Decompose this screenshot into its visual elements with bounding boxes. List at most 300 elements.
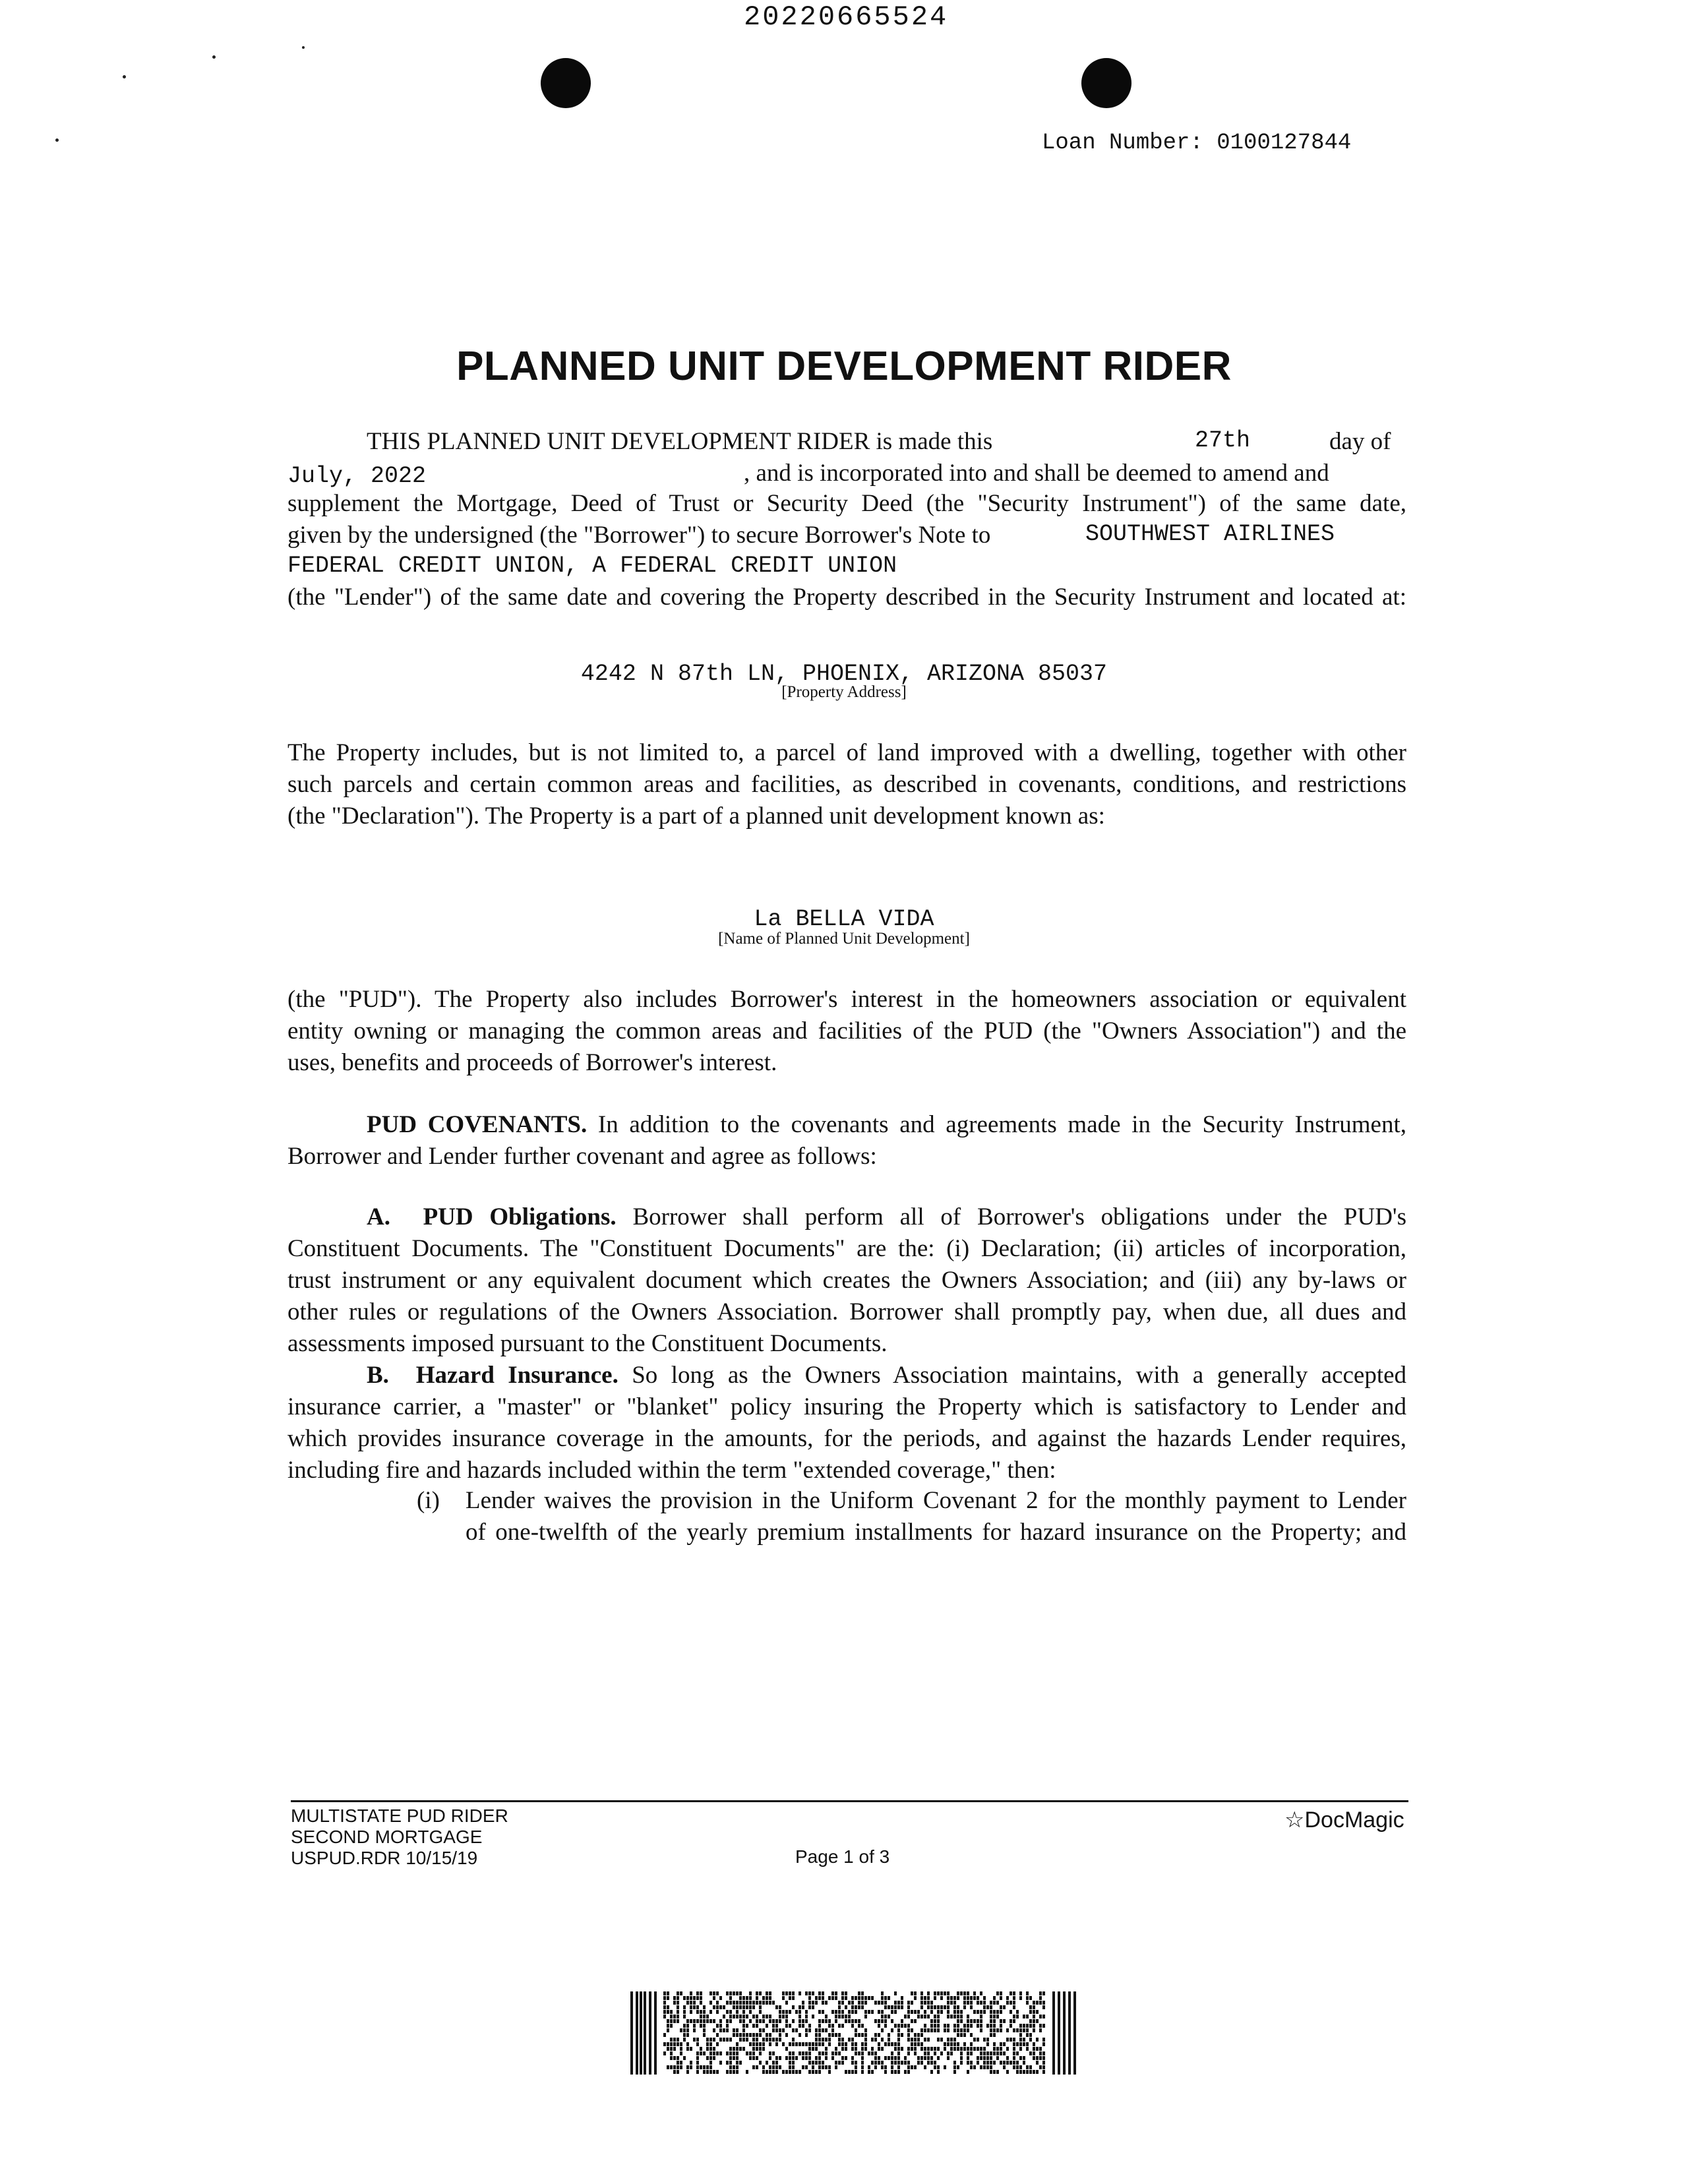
barcode-module <box>983 2061 986 2065</box>
barcode-module <box>970 2001 973 2005</box>
barcode-module <box>897 2024 900 2028</box>
barcode-module <box>937 2010 940 2014</box>
barcode-module <box>901 2047 903 2051</box>
section-b-label: B. <box>367 1362 389 1389</box>
barcode-module <box>973 2065 976 2069</box>
form-name-line-2: SECOND MORTGAGE <box>291 1827 483 1847</box>
barcode-module <box>897 2070 900 2074</box>
barcode-module <box>1033 2019 1035 2023</box>
barcode-module <box>970 2033 973 2037</box>
barcode-module <box>835 2047 837 2051</box>
barcode-module <box>914 2042 917 2046</box>
barcode-module <box>993 2028 996 2032</box>
barcode-module <box>1013 2065 1015 2069</box>
barcode-module <box>996 1991 999 1995</box>
barcode-module <box>775 2005 778 2009</box>
barcode-module <box>792 2061 795 2065</box>
barcode-module <box>670 2056 673 2060</box>
barcode-module <box>1013 2028 1015 2032</box>
barcode-module <box>914 2010 917 2014</box>
barcode-module <box>835 2051 837 2055</box>
star-outline-icon: ☆ <box>1284 1807 1305 1833</box>
loan-number-line <box>1042 131 1351 156</box>
barcode-module <box>693 2028 696 2032</box>
barcode-module <box>838 2024 841 2028</box>
barcode-module <box>855 2005 857 2009</box>
barcode-module <box>736 2056 738 2060</box>
barcode-module <box>1033 2024 1035 2028</box>
barcode-module <box>914 2051 917 2055</box>
barcode-module <box>792 2051 795 2055</box>
barcode-module <box>808 1991 811 1995</box>
barcode-module <box>947 2028 950 2032</box>
barcode-module <box>700 1996 702 2000</box>
barcode-module <box>822 2001 824 2005</box>
barcode-module <box>739 2033 742 2037</box>
barcode-module <box>920 2005 923 2009</box>
barcode-module <box>739 2001 742 2005</box>
barcode-module <box>752 2042 755 2046</box>
barcode-module <box>1033 2028 1035 2032</box>
barcode-guard-bar <box>644 1991 646 2075</box>
barcode-module <box>993 2047 996 2051</box>
barcode-module <box>897 2028 900 2032</box>
barcode-module <box>944 2028 946 2032</box>
barcode-module <box>1042 2038 1045 2042</box>
barcode-module <box>772 2051 775 2055</box>
barcode-module <box>907 2038 910 2042</box>
barcode-module <box>953 2005 956 2009</box>
barcode-module <box>749 2005 752 2009</box>
barcode-module <box>690 2019 692 2023</box>
barcode-module <box>937 2005 940 2009</box>
barcode-module <box>1000 2042 1002 2046</box>
barcode-module <box>927 2061 930 2065</box>
barcode-module <box>756 2065 758 2069</box>
barcode-module <box>838 2033 841 2037</box>
barcode-module <box>795 2070 798 2074</box>
barcode-module <box>729 2038 732 2042</box>
barcode-module <box>1006 2061 1009 2065</box>
barcode-module <box>802 2051 804 2055</box>
barcode-module <box>1039 2047 1042 2051</box>
barcode-module <box>990 2051 992 2055</box>
barcode-module <box>673 1996 676 2000</box>
barcode-module <box>733 2033 735 2037</box>
section-b-line-3: which provides insurance coverage in the amounts, for the periods, and against the hazards Lender requires, <box>287 1425 1406 1452</box>
barcode-module <box>1003 2065 1006 2069</box>
barcode-module <box>792 2070 795 2074</box>
barcode-module <box>1033 2015 1035 2018</box>
barcode-module <box>716 2070 719 2074</box>
barcode-module <box>726 2070 729 2074</box>
barcode-module <box>891 2070 893 2074</box>
barcode-guard-bar <box>1052 1991 1055 2075</box>
barcode-module <box>696 2019 699 2023</box>
barcode-module <box>723 2005 725 2009</box>
barcode-module <box>957 2005 959 2009</box>
barcode-module <box>957 2047 959 2051</box>
barcode-module <box>1019 2033 1022 2037</box>
barcode-module <box>782 2070 785 2074</box>
barcode-module <box>713 2005 715 2009</box>
barcode-module <box>855 2070 857 2074</box>
barcode-module <box>838 2015 841 2018</box>
barcode-module <box>914 1996 917 2000</box>
barcode-module <box>924 2038 926 2042</box>
barcode-module <box>799 2051 801 2055</box>
intro-line-1-start: THIS PLANNED UNIT DEVELOPMENT RIDER is made this <box>367 428 993 455</box>
barcode-module <box>677 1996 679 2000</box>
section-a-line-2: Constituent Documents. The "Constituent Documents" are the: (i) Declaration; (ii) articles of incorporation, <box>287 1235 1406 1262</box>
barcode-module <box>960 2019 963 2023</box>
barcode-module <box>897 2061 900 2065</box>
barcode-module <box>700 1991 702 1995</box>
barcode-module <box>756 2047 758 2051</box>
barcode-module <box>709 2010 712 2014</box>
barcode-module <box>782 2042 785 2046</box>
barcode-guard-bar <box>654 1991 657 2075</box>
barcode-module <box>884 2001 887 2005</box>
barcode-module <box>897 2005 900 2009</box>
barcode-module <box>775 2028 778 2032</box>
barcode-module <box>746 2038 748 2042</box>
barcode-module <box>927 1996 930 2000</box>
barcode-module <box>963 2033 966 2037</box>
barcode-module <box>782 1991 785 1995</box>
barcode-module <box>904 2024 907 2028</box>
barcode-module <box>888 2038 890 2042</box>
barcode-module <box>1019 2038 1022 2042</box>
barcode-module <box>934 2005 936 2009</box>
barcode-module <box>723 2038 725 2042</box>
section-b-line-2: insurance carrier, a "master" or "blanket" policy insuring the Property which is satisfactory to Lender and <box>287 1393 1406 1420</box>
barcode-module <box>792 1996 795 2000</box>
barcode-module <box>667 2019 669 2023</box>
barcode-module <box>907 2024 910 2028</box>
barcode-module <box>963 1996 966 2000</box>
barcode-module <box>891 2065 893 2069</box>
barcode-module <box>719 2051 722 2055</box>
pud-para-line-1: (the "PUD"). The Property also includes Borrower's interest in the homeowners association or equivalent <box>287 986 1406 1013</box>
barcode-module <box>752 2038 755 2042</box>
barcode-module <box>845 2070 847 2074</box>
barcode-module <box>841 2001 844 2005</box>
barcode-module <box>838 2061 841 2065</box>
barcode-module <box>802 2019 804 2023</box>
barcode-module <box>996 2010 999 2014</box>
intro-line-4-start: given by the undersigned (the "Borrower") to secure Borrower's Note to <box>287 522 991 549</box>
barcode-module <box>920 2047 923 2051</box>
barcode-module <box>1026 2015 1029 2018</box>
barcode-module <box>690 2001 692 2005</box>
pud-para-line-3: uses, benefits and proceeds of Borrower's interest. <box>287 1049 777 1076</box>
barcode-guard-bar <box>649 1991 651 2075</box>
barcode-module <box>977 2010 979 2014</box>
barcode-module <box>888 2056 890 2060</box>
barcode-module <box>670 2010 673 2014</box>
barcode-module <box>957 2042 959 2046</box>
barcode-module <box>789 1991 791 1995</box>
barcode-module <box>815 2061 818 2065</box>
barcode-module <box>779 2015 781 2018</box>
barcode-module <box>907 2015 910 2018</box>
barcode-module <box>881 2047 884 2051</box>
barcode-module <box>818 1996 821 2000</box>
barcode-module <box>749 2019 752 2023</box>
barcode-module <box>713 1991 715 1995</box>
barcode-module <box>874 2051 877 2055</box>
barcode-module <box>858 2024 860 2028</box>
barcode-module <box>960 1991 963 1995</box>
scan-speck <box>123 75 126 78</box>
barcode-module <box>841 2042 844 2046</box>
barcode-module <box>782 2015 785 2018</box>
barcode-module <box>677 2010 679 2014</box>
barcode-module <box>822 2028 824 2032</box>
barcode-module <box>683 2005 686 2009</box>
barcode-module <box>920 2001 923 2005</box>
barcode-module <box>960 2047 963 2051</box>
barcode-module <box>1033 2056 1035 2060</box>
item-i-label: (i) <box>417 1487 440 1514</box>
barcode-module <box>696 2070 699 2074</box>
barcode-module <box>772 2070 775 2074</box>
barcode-module <box>683 2038 686 2042</box>
barcode-module <box>894 2005 897 2009</box>
barcode-module <box>851 2047 854 2051</box>
barcode-module <box>808 2001 811 2005</box>
barcode-module <box>1010 2024 1012 2028</box>
barcode-module <box>1039 2015 1042 2018</box>
barcode-module <box>838 2001 841 2005</box>
barcode-module <box>901 1996 903 2000</box>
barcode-module <box>677 2015 679 2018</box>
barcode-module <box>1016 2061 1019 2065</box>
intro-line-2-end: , and is incorporated into and shall be deemed to amend and <box>744 460 1329 487</box>
barcode-module <box>696 2051 699 2055</box>
barcode-module <box>680 2065 682 2069</box>
barcode-module <box>673 2015 676 2018</box>
barcode-module <box>686 2028 689 2032</box>
barcode-module <box>848 2038 851 2042</box>
barcode-module <box>828 2024 831 2028</box>
barcode-module <box>953 2028 956 2032</box>
barcode-module <box>930 2047 933 2051</box>
barcode-module <box>878 2033 880 2037</box>
barcode-module <box>663 2005 666 2009</box>
barcode-module <box>805 1991 808 1995</box>
barcode-module <box>957 2019 959 2023</box>
barcode-module <box>1026 2024 1029 2028</box>
barcode-module <box>749 2001 752 2005</box>
barcode-module <box>920 2061 923 2065</box>
barcode-module <box>713 1996 715 2000</box>
barcode-module <box>973 1996 976 2000</box>
barcode-module <box>677 2061 679 2065</box>
barcode-module <box>835 2061 837 2065</box>
item-i-line-1: Lender waives the provision in the Uniform Covenant 2 for the monthly payment to Lender <box>466 1487 1406 1514</box>
barcode-module <box>736 2051 738 2055</box>
barcode-module <box>953 2010 956 2014</box>
barcode-module <box>772 2061 775 2065</box>
barcode-module <box>706 2015 709 2018</box>
barcode-module <box>851 2056 854 2060</box>
barcode-module <box>1026 1996 1029 2000</box>
barcode-module <box>963 1991 966 1995</box>
barcode-module <box>799 2070 801 2074</box>
barcode-module <box>953 2001 956 2005</box>
barcode-module <box>841 2047 844 2051</box>
barcode-module <box>980 2065 982 2069</box>
barcode-module <box>686 2070 689 2074</box>
barcode-module <box>901 2033 903 2037</box>
barcode-module <box>944 2065 946 2069</box>
barcode-module <box>795 2010 798 2014</box>
barcode-module <box>947 2038 950 2042</box>
barcode-module <box>1006 2070 1009 2074</box>
barcode-module <box>967 2024 969 2028</box>
barcode-module <box>756 2042 758 2046</box>
barcode-module <box>1033 2001 1035 2005</box>
barcode-module <box>736 2028 738 2032</box>
barcode-module <box>937 2028 940 2032</box>
barcode-module <box>937 1991 940 1995</box>
section-a-heading: PUD Obligations. <box>423 1203 617 1230</box>
barcode-module <box>677 1991 679 1995</box>
barcode-module <box>990 2061 992 2065</box>
rider-day: 27th <box>1195 427 1251 454</box>
barcode-module <box>1019 2056 1022 2060</box>
barcode-module <box>874 2033 877 2037</box>
barcode-module <box>766 1991 768 1995</box>
barcode-module <box>818 2033 821 2037</box>
barcode-module <box>920 2033 923 2037</box>
barcode-module <box>977 2047 979 2051</box>
barcode-module <box>1016 2015 1019 2018</box>
barcode-module <box>706 2042 709 2046</box>
barcode-module <box>683 2024 686 2028</box>
barcode-module <box>686 2033 689 2037</box>
barcode-module <box>670 2038 673 2042</box>
barcode-module <box>993 2001 996 2005</box>
barcode-module <box>937 2056 940 2060</box>
barcode-module <box>785 2070 788 2074</box>
barcode-module <box>1029 2010 1032 2014</box>
barcode-module <box>690 1996 692 2000</box>
barcode-module <box>729 2019 732 2023</box>
barcode-module <box>930 2061 933 2065</box>
barcode-module <box>960 2010 963 2014</box>
barcode-module <box>719 1996 722 2000</box>
recording-number: 20220665524 <box>744 1 949 33</box>
barcode-module <box>812 2042 814 2046</box>
barcode-module <box>802 2024 804 2028</box>
barcode-module <box>693 2024 696 2028</box>
barcode-module <box>700 2001 702 2005</box>
barcode-module <box>822 2019 824 2023</box>
barcode-module <box>914 2065 917 2069</box>
barcode-module <box>831 1996 834 2000</box>
barcode-module <box>700 2051 702 2055</box>
barcode-module <box>663 2001 666 2005</box>
barcode-module <box>828 2042 831 2046</box>
barcode-module <box>858 2019 860 2023</box>
barcode-module <box>1039 1991 1042 1995</box>
barcode-module <box>940 2005 943 2009</box>
barcode-module <box>696 2038 699 2042</box>
barcode-module <box>831 2028 834 2032</box>
barcode-module <box>911 2038 913 2042</box>
barcode-module <box>769 2056 771 2060</box>
barcode-module <box>808 2070 811 2074</box>
barcode-module <box>746 1996 748 2000</box>
barcode-module <box>670 2047 673 2051</box>
barcode-module <box>901 2019 903 2023</box>
barcode-module <box>779 2038 781 2042</box>
barcode-module <box>878 2061 880 2065</box>
barcode-module <box>759 2005 762 2009</box>
barcode-module <box>742 2024 745 2028</box>
barcode-module <box>1023 2056 1025 2060</box>
barcode-module <box>927 2047 930 2051</box>
rider-month-year: July, 2022 <box>287 463 427 489</box>
barcode-module <box>914 2019 917 2023</box>
barcode-module <box>772 2019 775 2023</box>
barcode-module <box>914 2038 917 2042</box>
barcode-module <box>924 1996 926 2000</box>
barcode-module <box>1026 2001 1029 2005</box>
barcode-module <box>944 2005 946 2009</box>
barcode-module <box>897 2038 900 2042</box>
barcode-module <box>897 2033 900 2037</box>
barcode-module <box>719 2038 722 2042</box>
barcode-module <box>1029 2038 1032 2042</box>
barcode-module <box>716 2051 719 2055</box>
barcode-module <box>792 1991 795 1995</box>
barcode-module <box>805 2028 808 2032</box>
barcode-module <box>855 2019 857 2023</box>
barcode-module <box>667 2005 669 2009</box>
barcode-module <box>805 2019 808 2023</box>
barcode-module <box>736 2015 738 2018</box>
barcode-module <box>749 1996 752 2000</box>
barcode-module <box>996 2015 999 2018</box>
barcode-module <box>831 2010 834 2014</box>
barcode-module <box>825 2065 828 2069</box>
barcode-module <box>901 2061 903 2065</box>
barcode-module <box>690 2010 692 2014</box>
barcode-module <box>759 2001 762 2005</box>
barcode-module <box>980 2015 982 2018</box>
barcode-module <box>917 2033 920 2037</box>
barcode-module <box>1013 1996 1015 2000</box>
barcode-module <box>1026 2047 1029 2051</box>
barcode-module <box>924 2047 926 2051</box>
barcode-module <box>980 2056 982 2060</box>
barcode-module <box>799 2024 801 2028</box>
barcode-module <box>808 2024 811 2028</box>
barcode-module <box>953 2061 956 2065</box>
barcode-module <box>1013 2038 1015 2042</box>
barcode-module <box>828 1996 831 2000</box>
barcode-module <box>812 1991 814 1995</box>
barcode-module <box>1042 2001 1045 2005</box>
barcode-module <box>680 2061 682 2065</box>
barcode-module <box>907 2001 910 2005</box>
barcode-module <box>888 2005 890 2009</box>
property-address: 4242 N 87th LN, PHOENIX, ARIZONA 85037 <box>580 661 1108 687</box>
